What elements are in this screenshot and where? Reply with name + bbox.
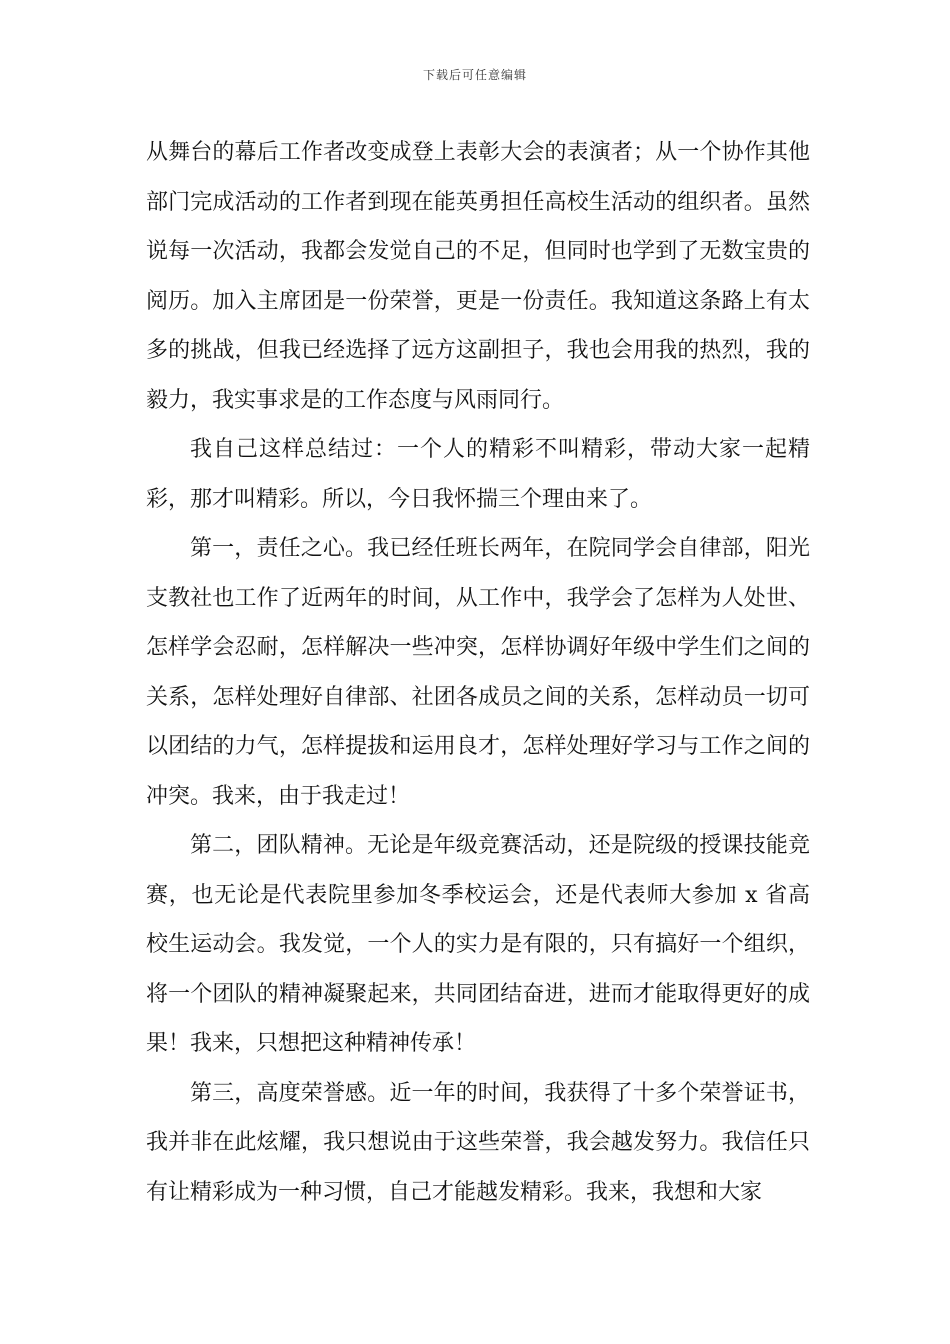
paragraph-reason-one: 第一，责任之心。我已经任班长两年，在院同学会自律部，阳光支教社也工作了近两年的时间，从工作中，我学会了怎样为人处世、怎样学会忍耐，怎样解决一些冲突，怎样协调好年级中学生们之间的关系，怎样处理好自律部、社团各成员之间的关系，怎样动员一切可以团结的力气，怎样提拔和运用良才，怎样处理好学习与工作之间的冲突。我来，由于我走过！ bbox=[146, 536, 810, 809]
paragraph-reason-two: 第二，团队精神。无论是年级竞赛活动，还是院级的授课技能竞赛，也无论是代表院里参加冬季校运会，还是代表师大参加 x 省高校生运动会。我发觉，一个人的实力是有限的，只有搞好一个组织，将一个团队的精神凝聚起来，共同团结奋进，进而才能取得更好的成果！我来，只想把这种精神传承！ bbox=[146, 833, 810, 1056]
paragraph-summary: 我自己这样总结过：一个人的精彩不叫精彩，带动大家一起精彩，那才叫精彩。所以，今日我怀揣三个理由来了。 bbox=[146, 437, 810, 512]
document-body bbox=[146, 128, 810, 1217]
paragraph-reason-three: 第三，高度荣誉感。近一年的时间，我获得了十多个荣誉证书，我并非在此炫耀，我只想说由于这些荣誉，我会越发努力。我信任只有让精彩成为一种习惯，自己才能越发精彩。我来，我想和大家 bbox=[146, 1080, 810, 1205]
paragraph-continuation: 从舞台的幕后工作者改变成登上表彰大会的表演者；从一个协作其他部门完成活动的工作者到现在能英勇担任高校生活动的组织者。虽然说每一次活动，我都会发觉自己的不足，但同时也学到了无数宝贵的阅历。加入主席团是一份荣誉，更是一份责任。我知道这条路上有太多的挑战，但我已经选择了远方这副担子，我也会用我的热烈，我的毅力，我实事求是的工作态度与风雨同行。 bbox=[146, 140, 810, 413]
page-header-note: 下载后可任意编辑 bbox=[422, 68, 527, 82]
